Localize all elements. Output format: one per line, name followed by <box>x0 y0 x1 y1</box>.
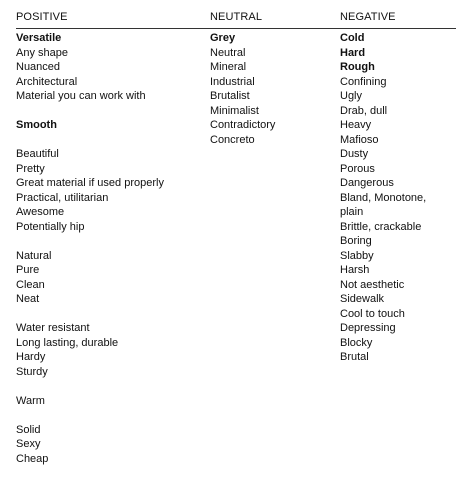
positive-word: Clean <box>16 278 45 291</box>
negative-word: Ugly <box>340 90 363 102</box>
neutral-column-header: NEUTRAL <box>210 11 263 23</box>
positive-word: Potentially hip <box>16 220 85 233</box>
positive-spacer <box>16 104 206 119</box>
positive-word: Awesome <box>16 206 65 218</box>
positive-word: Sturdy <box>16 365 48 378</box>
positive-spacer <box>16 408 206 423</box>
negative-word: Dusty <box>340 148 369 160</box>
positive-word: Water resistant <box>16 322 90 334</box>
positive-word: Beautiful <box>16 148 59 160</box>
positive-word: Architectural <box>16 75 78 88</box>
positive-word: Practical, utilitarian <box>16 191 109 204</box>
negative-word: Harsh <box>340 264 370 276</box>
negative-word: Depressing <box>340 322 396 334</box>
positive-word: Pure <box>16 264 40 276</box>
positive-word: Natural <box>16 249 52 262</box>
neutral-word: Grey <box>210 32 236 44</box>
positive-word: Any shape <box>16 46 68 59</box>
negative-word: Drab, dull <box>340 104 388 117</box>
negative-word: Heavy <box>340 119 372 131</box>
negative-word: Cool to touch <box>340 307 405 320</box>
positive-spacer <box>16 307 206 322</box>
positive-word: Nuanced <box>16 61 61 73</box>
negative-word: Not aesthetic <box>340 278 405 291</box>
positive-word: Hardy <box>16 351 46 363</box>
neutral-word: Mineral <box>210 61 247 73</box>
table-header-row <box>16 8 456 29</box>
neutral-word: Neutral <box>210 46 246 59</box>
negative-word: Brutal <box>340 351 369 363</box>
neutral-word: Minimalist <box>210 104 259 117</box>
negative-word: Sidewalk <box>340 293 385 305</box>
neutral-word: Contradictory <box>210 119 276 131</box>
positive-word: Cheap <box>16 452 49 465</box>
positive-spacer <box>16 133 206 148</box>
positive-word: Versatile <box>16 32 62 44</box>
positive-word: Solid <box>16 423 41 436</box>
positive-word: Material you can work with <box>16 90 146 102</box>
negative-word: Blocky <box>340 336 373 349</box>
positive-word: Neat <box>16 293 40 305</box>
negative-word: Rough <box>340 61 375 73</box>
positive-spacer <box>16 234 206 249</box>
negative-word: Bland, Monotone, <box>340 191 427 204</box>
positive-column <box>16 31 206 466</box>
positive-word: Great material if used properly <box>16 177 164 189</box>
neutral-column <box>210 31 336 147</box>
neutral-word: Industrial <box>210 75 255 88</box>
negative-column <box>340 31 456 365</box>
positive-spacer <box>16 379 206 394</box>
negative-word: Boring <box>340 235 372 247</box>
positive-word: Long lasting, durable <box>16 336 119 349</box>
positive-word: Pretty <box>16 162 45 175</box>
negative-word: Cold <box>340 32 365 44</box>
negative-word: Brittle, crackable <box>340 220 422 233</box>
negative-column-header: NEGATIVE <box>340 11 396 23</box>
negative-word: Slabby <box>340 249 374 262</box>
negative-word: Hard <box>340 46 366 59</box>
positive-word: Smooth <box>16 119 57 131</box>
negative-word: Mafioso <box>340 133 379 146</box>
neutral-word: Concreto <box>210 133 255 146</box>
positive-word: Warm <box>16 394 45 407</box>
positive-column-header: POSITIVE <box>16 11 68 23</box>
neutral-word: Brutalist <box>210 90 250 102</box>
negative-word: Confining <box>340 75 387 88</box>
negative-word: plain <box>340 206 364 218</box>
positive-word: Sexy <box>16 438 41 450</box>
negative-word: Porous <box>340 162 375 175</box>
word-association-table <box>16 8 456 465</box>
negative-word: Dangerous <box>340 177 394 189</box>
